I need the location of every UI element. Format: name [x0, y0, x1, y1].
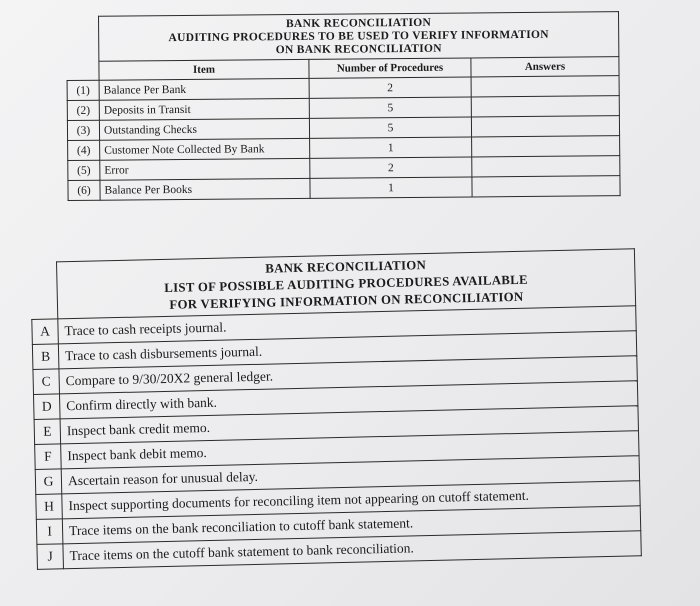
procedure-letter: B: [32, 344, 59, 370]
row-number: (1): [67, 80, 99, 100]
row-number: (6): [68, 180, 100, 200]
answer-field[interactable]: [472, 156, 620, 177]
row-item: Balance Per Bank: [99, 78, 309, 100]
row-procedure-count: 5: [309, 97, 471, 118]
row-number: (4): [68, 140, 100, 160]
procedure-letter: J: [37, 544, 64, 570]
procedure-letter: C: [33, 369, 60, 395]
possible-procedures-table: [30, 248, 642, 570]
row-number: (3): [67, 120, 99, 140]
procedure-letter: I: [36, 519, 63, 545]
procedures-count-table: [66, 11, 621, 201]
procedure-text: Trace items on the bank reconciliation to cutoff bank statement.: [62, 506, 640, 544]
row-number: (5): [68, 160, 100, 180]
row-number: (2): [67, 100, 99, 120]
header-answers: Answers: [471, 57, 619, 77]
table1-header-blank: [67, 61, 99, 80]
table1-title-line-1: BANK RECONCILIATION: [285, 16, 432, 30]
answer-field[interactable]: [471, 116, 619, 137]
procedure-text: Ascertain reason for unusual delay.: [61, 456, 639, 494]
answer-field[interactable]: [471, 96, 619, 117]
procedure-text: Inspect bank debit memo.: [61, 431, 639, 469]
row-procedure-count: 1: [310, 177, 472, 198]
header-number-of-procedures: Number of Procedures: [309, 58, 471, 78]
procedure-letter: G: [35, 469, 62, 495]
row-procedure-count: 1: [310, 137, 472, 158]
procedure-text: Trace to cash receipts journal.: [58, 306, 636, 344]
procedure-letter: H: [36, 494, 63, 520]
answer-field[interactable]: [472, 136, 620, 157]
procedure-text: Confirm directly with bank.: [59, 381, 637, 419]
procedure-letter: A: [32, 319, 59, 345]
procedure-letter: D: [34, 394, 61, 420]
procedure-text: Inspect supporting documents for reconciling item not appearing on cutoff statement.: [62, 481, 640, 519]
row-procedure-count: 5: [309, 117, 471, 138]
table2-title-line-1: BANK RECONCILIATION: [265, 257, 427, 276]
procedure-text: Trace items on the cutoff bank statement to bank reconciliation.: [63, 531, 641, 569]
row-procedure-count: 2: [309, 77, 471, 98]
procedure-text: Trace to cash disbursements journal.: [58, 331, 636, 369]
table2-title-line-3: FOR VERIFYING INFORMATION ON RECONCILIATION: [169, 289, 524, 312]
row-item: Customer Note Collected By Bank: [100, 138, 310, 160]
row-procedure-count: 2: [310, 157, 472, 178]
row-item: Error: [100, 158, 310, 180]
table1-corner-blank: [67, 16, 99, 61]
procedure-text: Inspect bank credit memo.: [60, 406, 638, 444]
table1-title-line-2: AUDITING PROCEDURES TO BE USED TO VERIFY INFORMATION: [168, 28, 549, 44]
row-item: Outstanding Checks: [99, 118, 309, 140]
table2-title-line-2: LIST OF POSSIBLE AUDITING PROCEDURES AVAILABLE: [164, 272, 528, 295]
table-row: [68, 176, 620, 201]
answer-field[interactable]: [472, 176, 620, 197]
table1-title: [99, 12, 619, 62]
table2-corner-blank: [31, 262, 58, 320]
answer-field[interactable]: [471, 76, 619, 97]
procedure-text: Compare to 9/30/20X2 general ledger.: [59, 356, 637, 394]
row-item: Balance Per Books: [100, 178, 310, 200]
header-item: Item: [99, 59, 309, 80]
row-item: Deposits in Transit: [99, 98, 309, 120]
procedure-letter: E: [34, 419, 61, 445]
table1-title-line-3: ON BANK RECONCILIATION: [275, 42, 442, 56]
procedure-letter: F: [35, 444, 62, 470]
